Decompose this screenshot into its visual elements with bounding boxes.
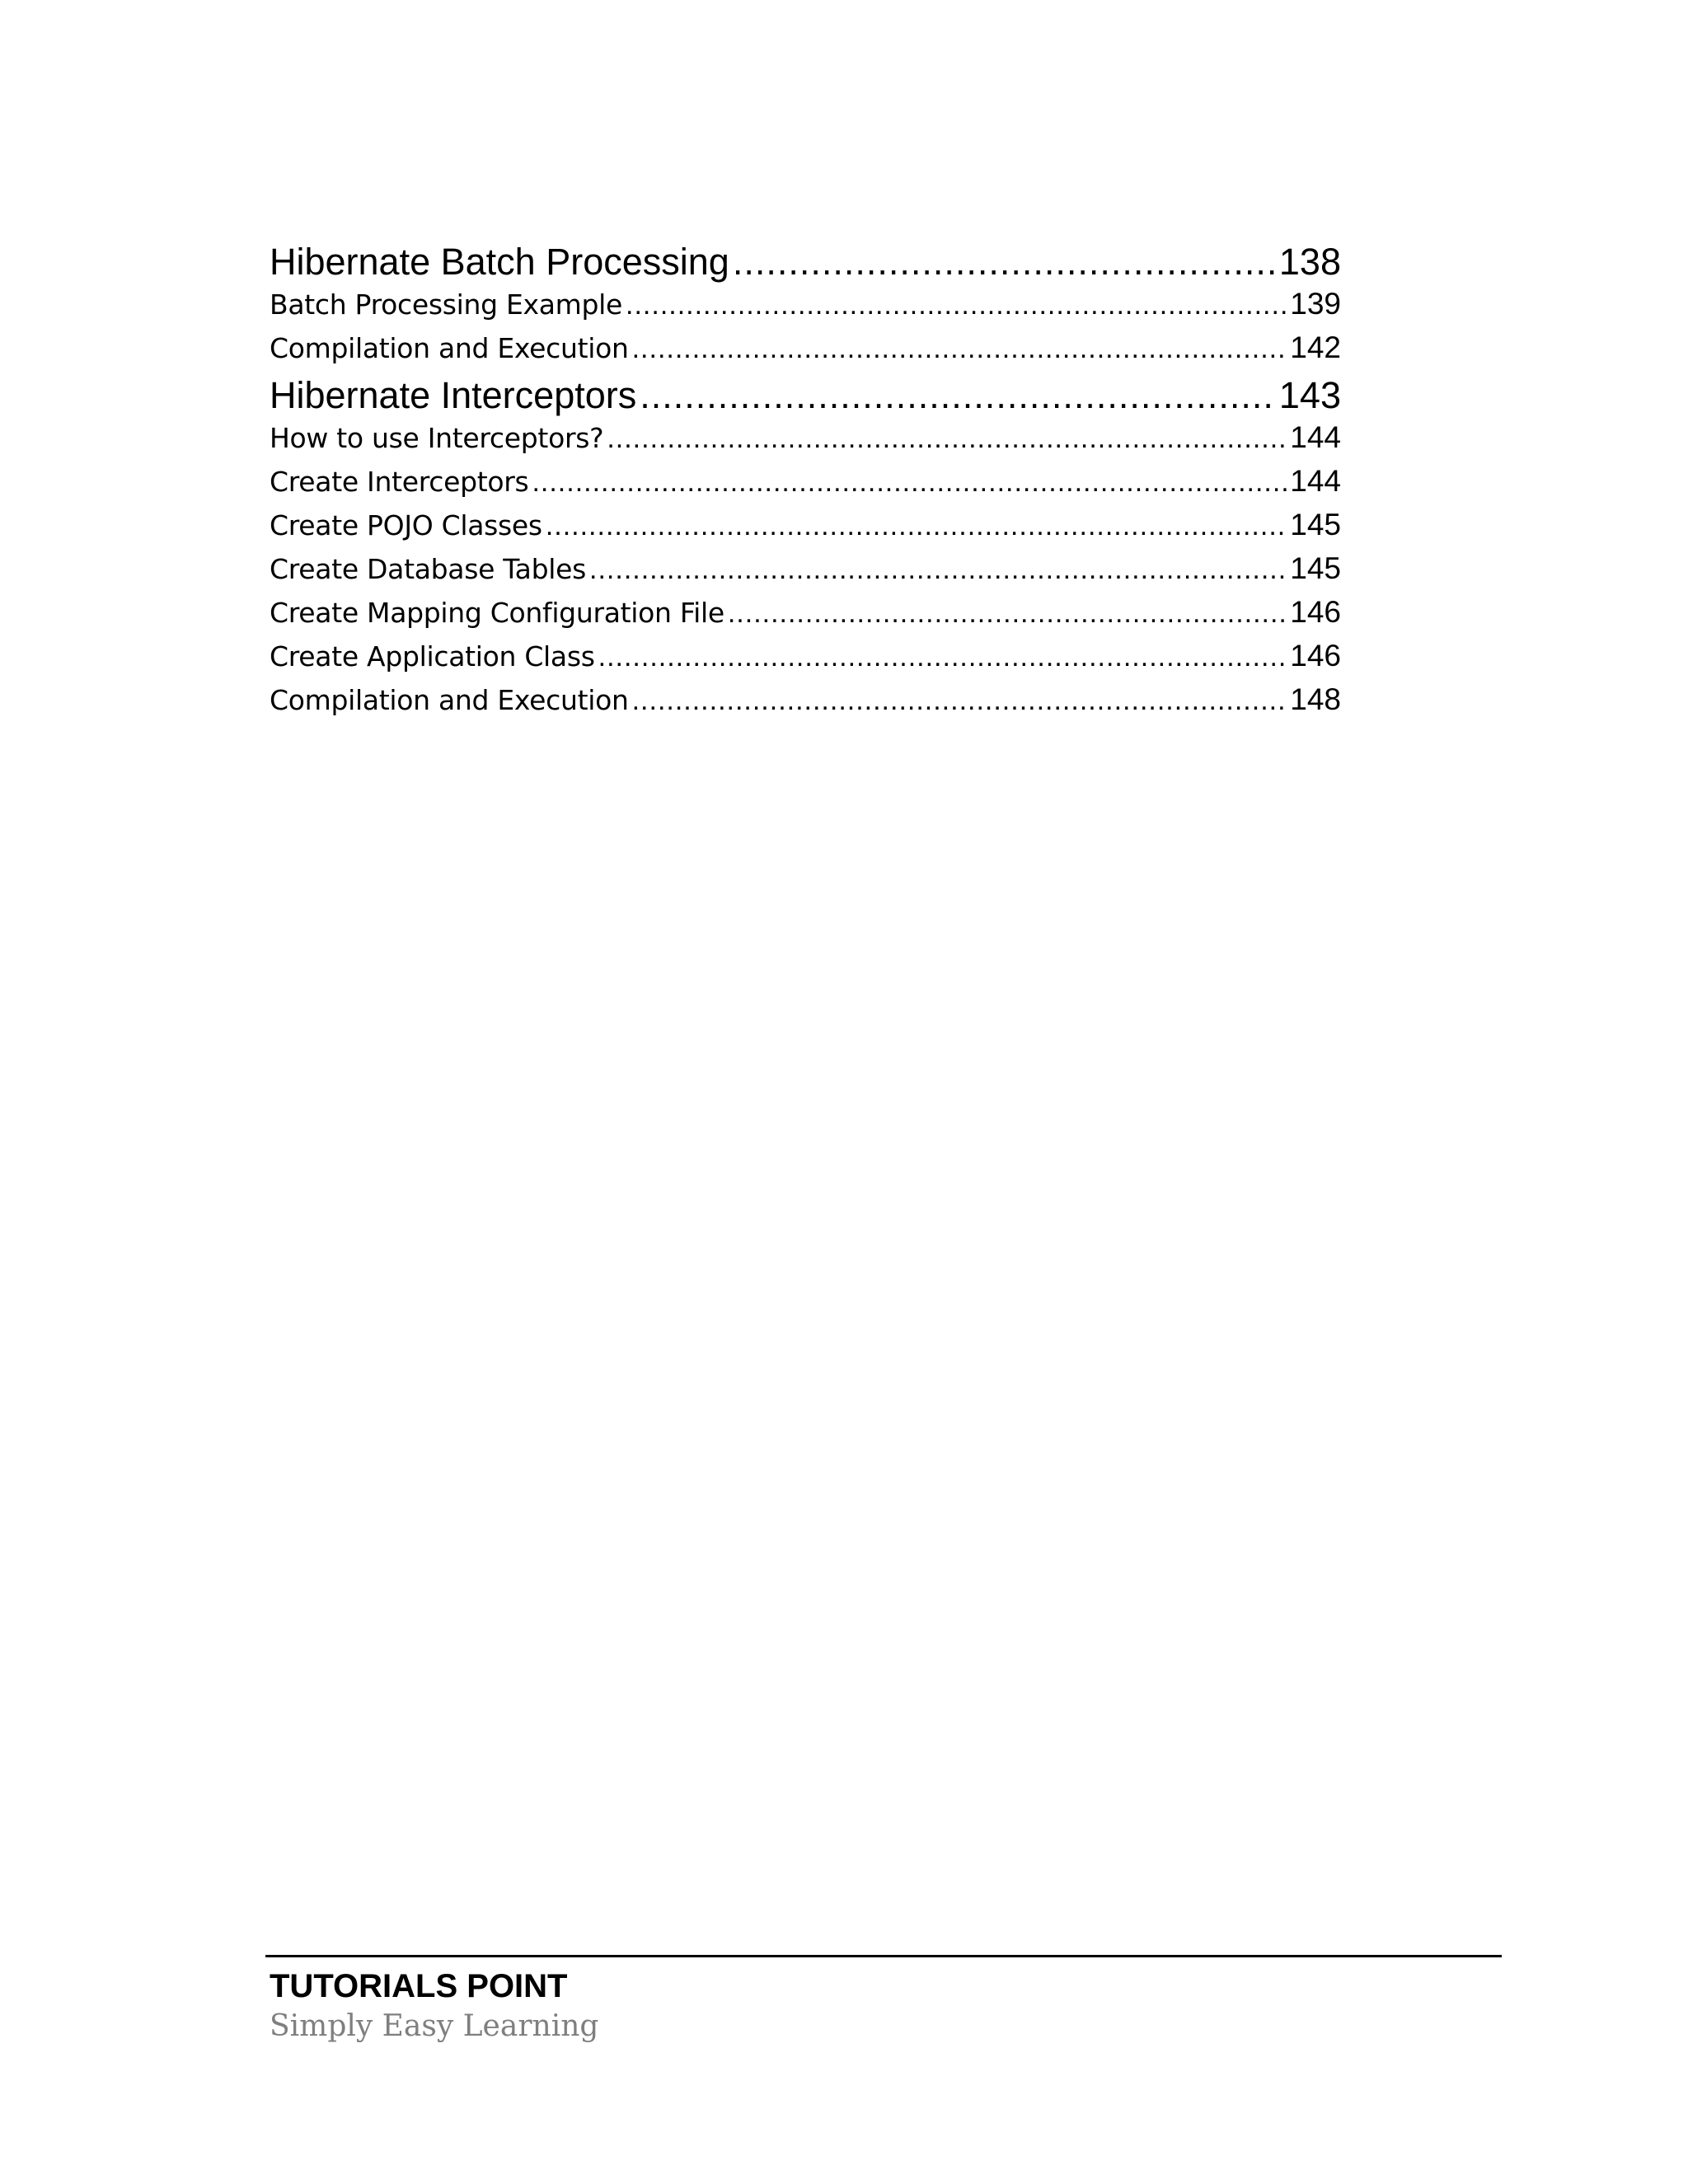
toc-entry-page: 148: [1290, 682, 1341, 716]
toc-entry-title: Create Application Class: [270, 640, 595, 673]
toc-entry-page: 145: [1290, 551, 1341, 585]
toc-leader-dots: [626, 289, 1287, 321]
toc-leader-dots: [532, 466, 1287, 499]
toc-leader-dots: [546, 510, 1287, 542]
toc-leader-dots: [728, 598, 1287, 630]
toc-entry-chapter[interactable]: [270, 374, 1341, 420]
toc-entry-title: Hibernate Interceptors: [270, 374, 637, 416]
toc-entry-page: 139: [1290, 287, 1341, 321]
toc-entry-title: Batch Processing Example: [270, 288, 623, 321]
toc-entry-title: Create Mapping Configuration File: [270, 597, 724, 629]
toc-entry-section[interactable]: [270, 682, 1341, 726]
toc-entry-page: 144: [1290, 464, 1341, 498]
toc-entry-section[interactable]: [270, 464, 1341, 508]
toc-entry-title: How to use Interceptors?: [270, 422, 604, 454]
toc-entry-section[interactable]: [270, 595, 1341, 639]
toc-entry-section[interactable]: [270, 287, 1341, 330]
toc-entry-title: Create Database Tables: [270, 553, 587, 585]
toc-entry-page: 146: [1290, 639, 1341, 673]
toc-entry-section[interactable]: [270, 420, 1341, 464]
toc-leader-dots: [632, 333, 1287, 365]
toc-leader-dots: [607, 423, 1287, 455]
toc-entry-section[interactable]: [270, 330, 1341, 374]
footer-divider: [265, 1955, 1502, 1957]
toc-entry-page: 144: [1290, 420, 1341, 454]
toc-entry-page: 146: [1290, 595, 1341, 629]
toc-entry-title: Create POJO Classes: [270, 509, 542, 541]
toc-entry-section[interactable]: [270, 639, 1341, 682]
toc-entry-title: Create Interceptors: [270, 466, 529, 498]
footer-tagline: Simply Easy Learning: [270, 2009, 599, 2043]
toc-entry-title: Compilation and Execution: [270, 684, 629, 716]
toc-entry-title: Compilation and Execution: [270, 332, 629, 364]
toc-entry-page: 138: [1278, 241, 1341, 283]
toc-leader-dots: [733, 241, 1276, 284]
toc-leader-dots: [598, 641, 1287, 673]
toc-entry-page: 143: [1278, 374, 1341, 416]
footer-brand: TUTORIALS POINT: [270, 1968, 568, 2004]
toc-entry-page: 145: [1290, 508, 1341, 541]
toc-entry-title: Hibernate Batch Processing: [270, 241, 729, 283]
toc-entry-section[interactable]: [270, 551, 1341, 595]
toc-entry-chapter[interactable]: [270, 241, 1341, 287]
toc-entry-section[interactable]: [270, 508, 1341, 551]
toc-entry-page: 142: [1290, 330, 1341, 364]
toc-leader-dots: [640, 374, 1276, 417]
toc-leader-dots: [632, 685, 1287, 717]
table-of-contents: [270, 241, 1341, 726]
toc-leader-dots: [589, 554, 1287, 586]
